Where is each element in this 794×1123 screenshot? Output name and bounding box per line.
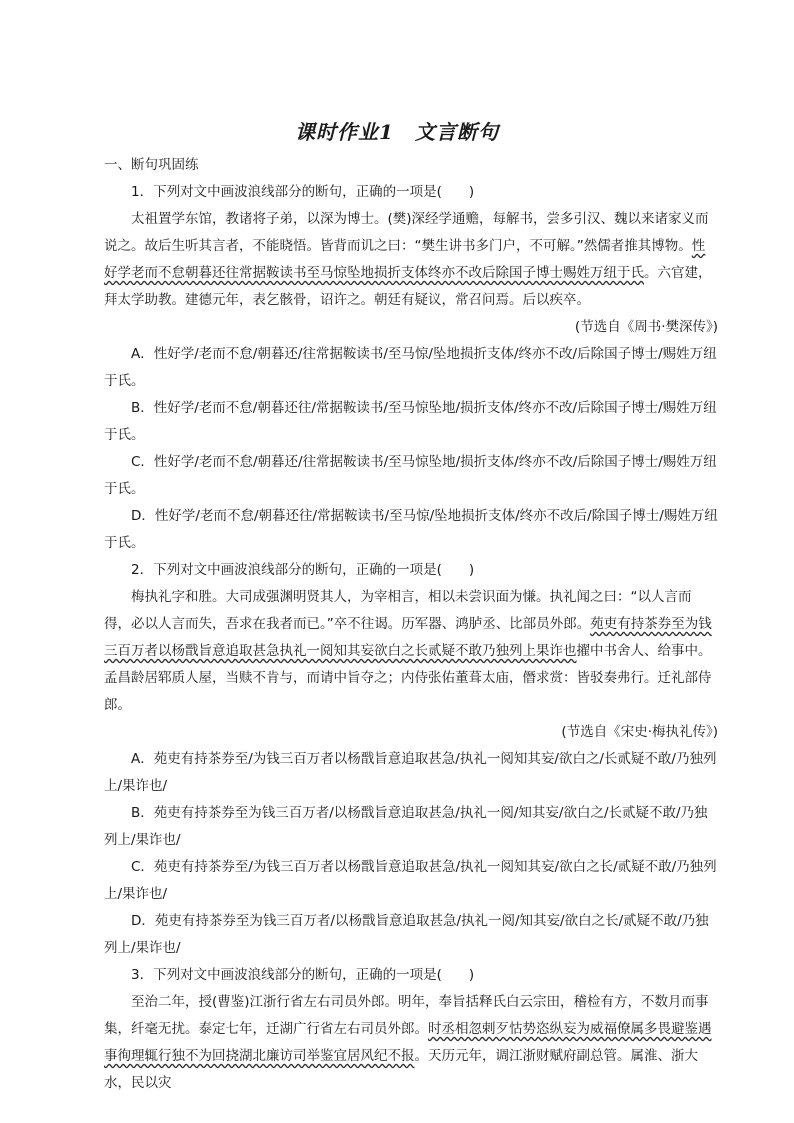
question-2-option-a: A．苑吏有持茶券至/为钱三百万者以杨戬旨意追取甚急/执礼一阅知其妄/欲白之/长贰疑不敢/乃独列上/果诈也/ — [104, 751, 717, 794]
question-1-stem: 1．下列对文中画波浪线部分的断句，正确的一项是( ) — [131, 184, 475, 200]
question-2-option-c: C．苑吏有持茶券至/为钱三百万者以杨戬旨意追取甚急/执礼一阅知其妄/欲白之长/贰疑不敢/乃独列上/果诈也/ — [104, 859, 717, 902]
section-heading: 一、断句巩固练 — [104, 157, 199, 173]
passage-text: 至治二年，授(曹鉴)江浙行省左右司员外郎。明年，奉旨括释氏白云宗田，稽检有方，不数月而事集，纤毫无扰。泰定七年，迁湖广行省左右司员外郎。 — [104, 994, 709, 1037]
page-title: 课时作业1 文言断句 — [295, 120, 499, 144]
question-1-passage — [104, 206, 718, 314]
question-1-option-d: D．性好学/老而不怠/朝暮还往/常据鞍读书/至马惊/坠地损折支体/终亦不改后/除国子博士/赐姓万纽于氏。 — [104, 508, 718, 551]
question-2-source: (节选自《宋史·梅执礼传》) — [561, 724, 718, 740]
question-2-passage — [104, 584, 718, 719]
wavy-underlined-text: 时丞相忽剌歹怙势恣纵妄为威福僚属多畏避鉴遇事徇理辄行独不为回挠湖北廉访司举鉴宜居风纪不报 — [104, 1021, 712, 1064]
question-1-option-c: C．性好学/老而不怠/朝暮还/往常据鞍读书/至马惊坠地/损折支体/终亦不改/后除国子博士/赐姓万纽于氏。 — [104, 454, 717, 497]
question-2-stem: 2．下列对文中画波浪线部分的断句，正确的一项是( ) — [131, 562, 475, 578]
question-1-option-b: B．性好学/老而不怠/朝暮还往/常据鞍读书/至马惊坠地/损折支体/终亦不改/后除国子博士/赐姓万纽于氏。 — [104, 400, 717, 443]
passage-text: 。天历元年，调江浙财赋府副总管。属淮、浙大水，民以灾 — [104, 1048, 698, 1091]
question-2-option-b: B．苑吏有持茶券至为钱三百万者/以杨戬旨意追取甚急/执礼一阅/知其妄/欲白之/长贰疑不敢/乃独列上/果诈也/ — [104, 805, 708, 848]
document-body — [104, 152, 718, 1097]
question-3-stem: 3．下列对文中画波浪线部分的断句，正确的一项是( ) — [131, 967, 475, 983]
wavy-underlined-text: 苑吏有持茶券至为钱三百万者以杨戬旨意追取甚急执礼一阅知其妄欲白之长贰疑不敢乃独列上果诈也 — [104, 616, 712, 659]
passage-text: 太祖置学东馆，教诸将子弟，以深为博士。(樊)深经学通赡，每解书，尝多引汉、魏以来诸家义而说之。故后生听其言者，不能晓悟。皆背而讥之曰：“樊生讲书多门户，不可解。”然儒者推其博物。 — [104, 211, 709, 254]
passage-text: 。六官建，拜太学助教。建德元年，表乞骸骨，诏许之。朝廷有疑议，常召问焉。后以疾卒。 — [104, 265, 712, 308]
question-1-source: (节选自《周书·樊深传》) — [574, 319, 718, 335]
wavy-underlined-text: 性好学老而不怠朝暮还往常据鞍读书至马惊坠地损折支体终亦不改后除国子博士赐姓万纽于氏 — [104, 238, 706, 281]
question-2-option-d: D．苑吏有持茶券至为钱三百万者/以杨戬旨意追取甚急/执礼一阅/知其妄/欲白之长/贰疑不敢/乃独列上/果诈也/ — [104, 913, 709, 956]
passage-text: 擢中书舍人、给事中。孟昌龄居郓质人屋，当赎不肯与，而请中旨夺之；内侍张佑董葺太庙，僭求赏：皆驳奏弗行。迁礼部侍郎。 — [104, 643, 712, 713]
question-3-passage — [104, 989, 718, 1097]
passage-text: 梅执礼字和胜。大司成强渊明贤其人，为宰相言，相以未尝识面为慊。执礼闻之曰：“以人言而得，必以人言而失，吾求在我者而已。”卒不往谒。历军器、鸿胪丞、比部员外郎。 — [104, 589, 692, 632]
question-1-option-a: A．性好学/老而不怠/朝暮还/往常据鞍读书/至马惊/坠地损折支体/终亦不改/后除国子博士/赐姓万纽于氏。 — [104, 346, 717, 389]
